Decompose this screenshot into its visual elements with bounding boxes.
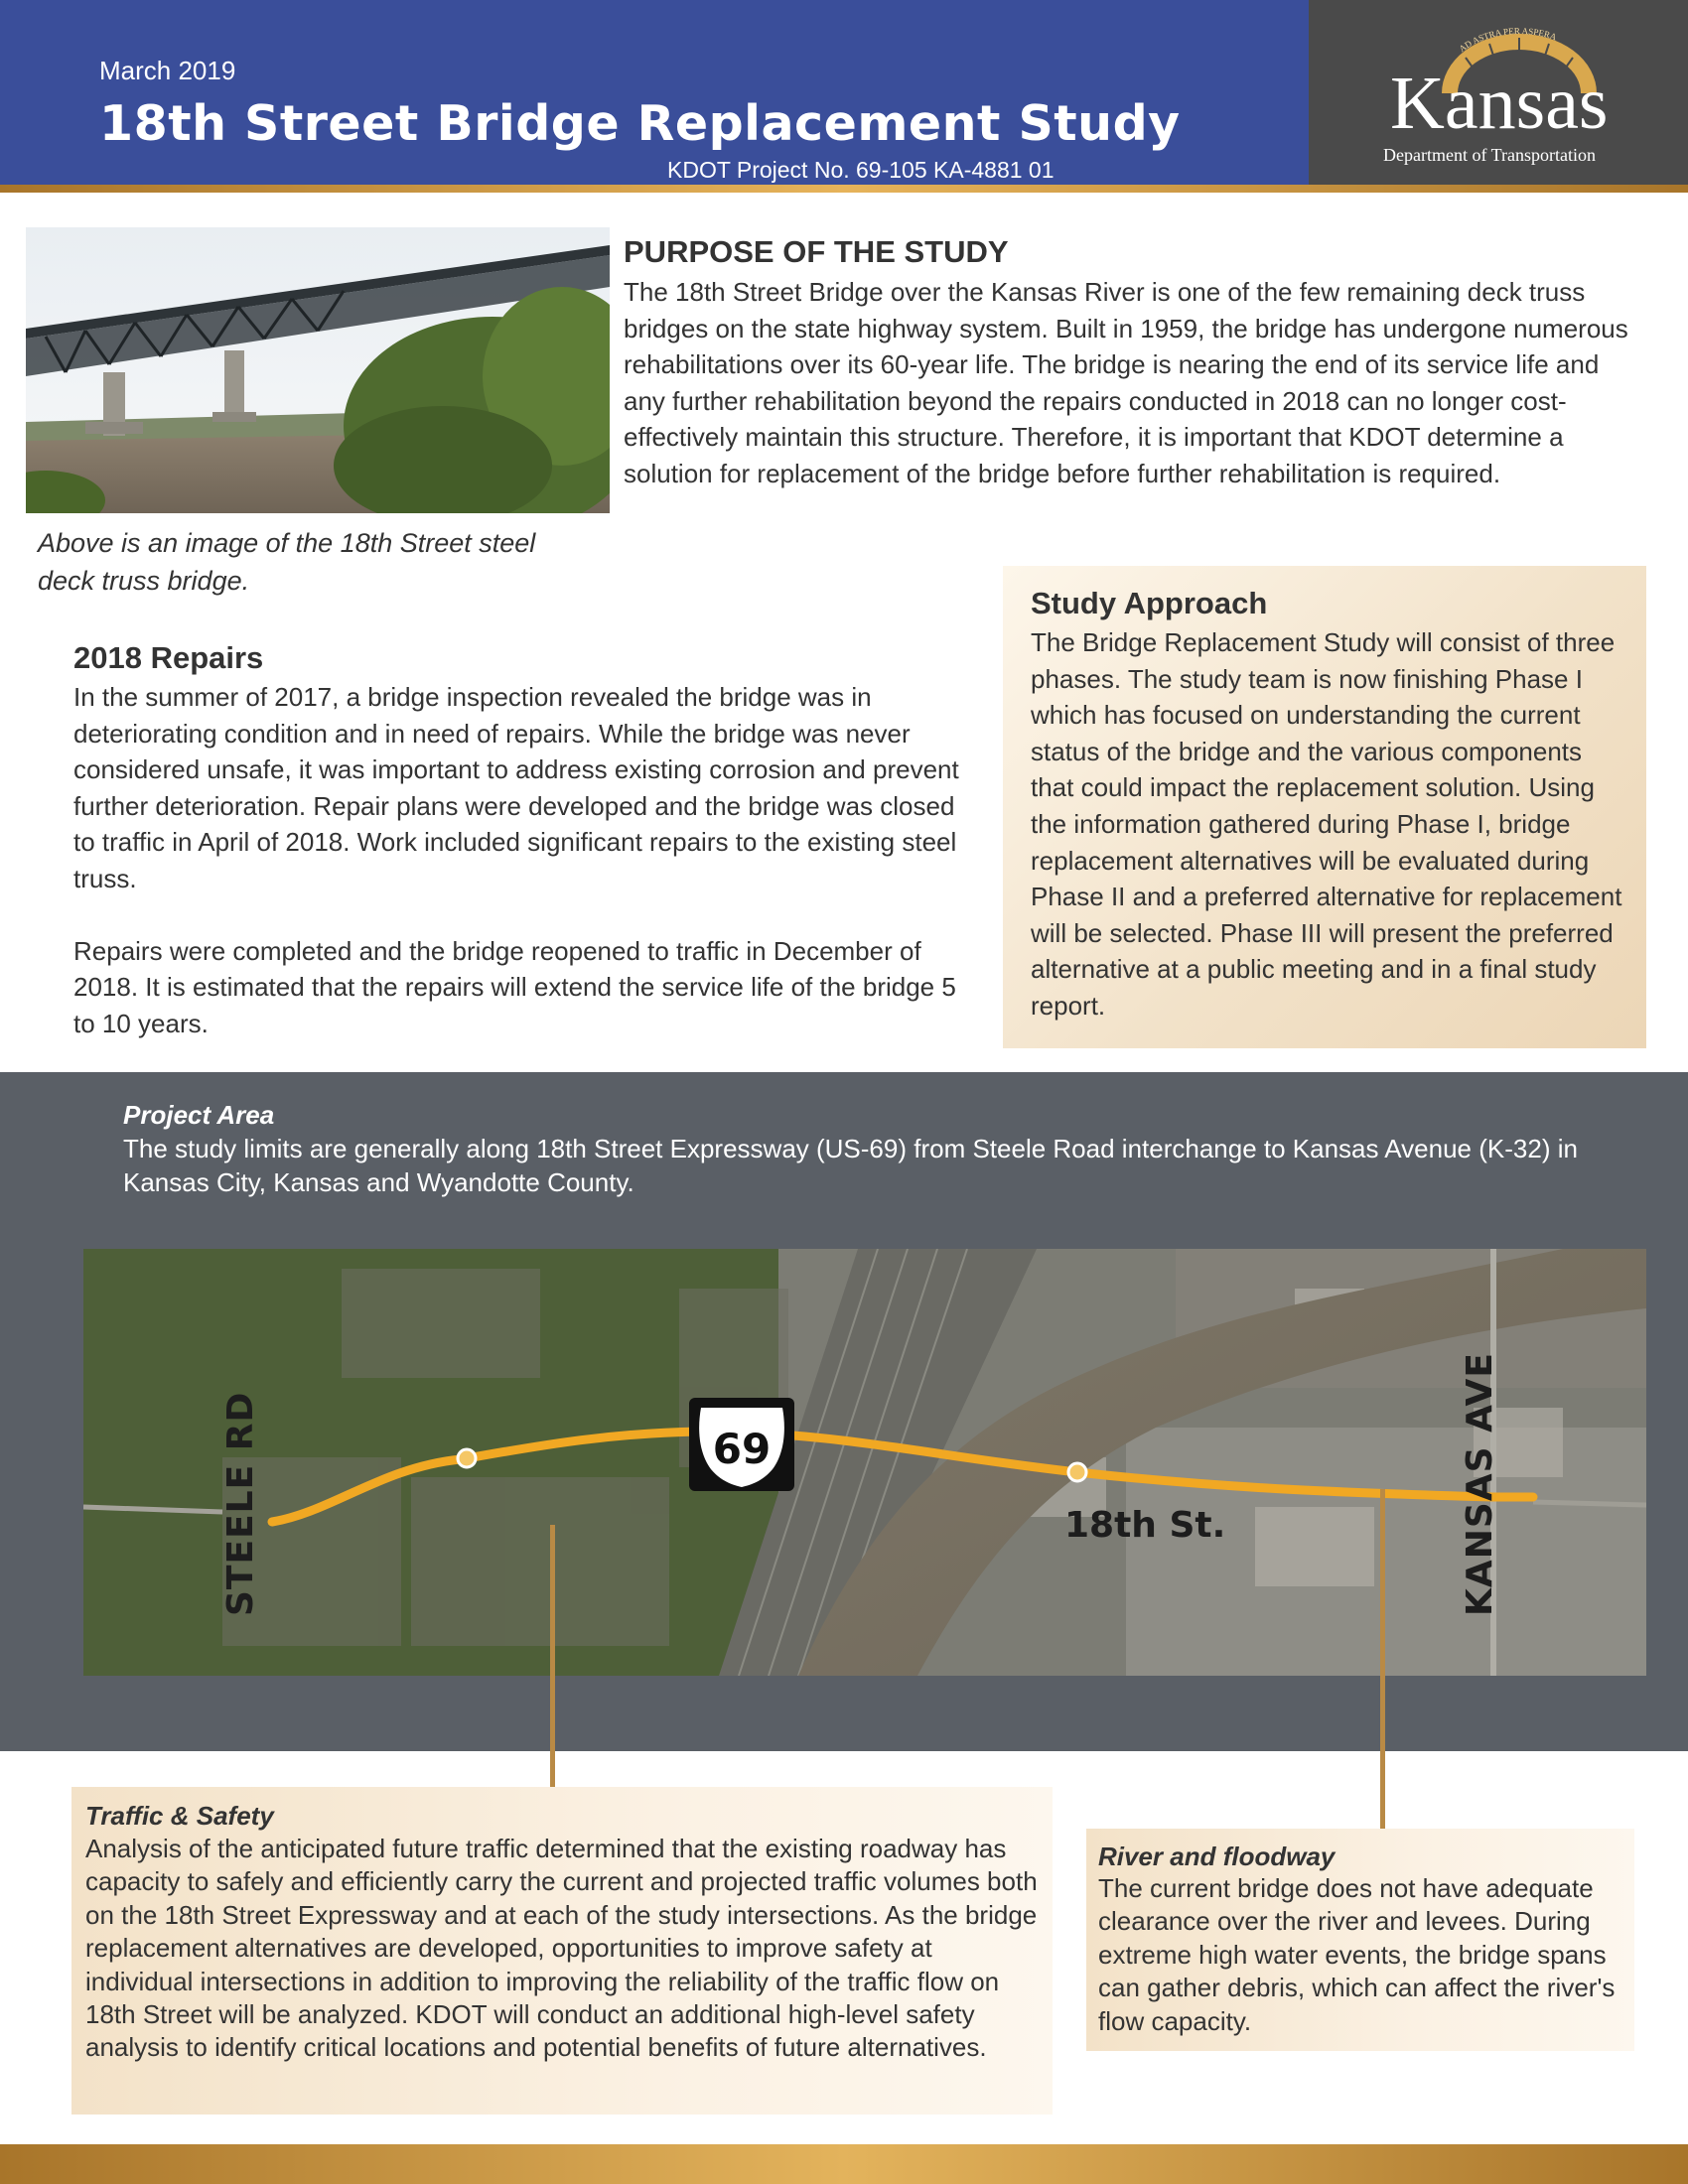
study-approach-text: The Bridge Replacement Study will consist of three phases. The study team is now finishing Phase I which has focused on understanding the current status of the bridge and the various components that could impact the replacement solution. Using the information gathered during Phase I, bridge replacement alternatives will be evaluated during Phase II and a preferred alternative for replacement will be selected. Phase III will present the preferred alternative at a public meeting and in a final study report. xyxy=(1031,627,1622,1021)
project-area-heading: Project Area xyxy=(123,1100,275,1130)
traffic-safety-text: Analysis of the anticipated future traffic determined that the existing roadway has capacity to safely and efficiently carry the current and projected traffic volumes both on the 18th Street Expressway and at each of the study intersections. As the bridge replacement alternatives are developed, opportunities to improve safety at individual intersections in addition to improving the reliability of the traffic flow on 18th Street will be analyzed. KDOT will conduct an additional high-level safety analysis to identify critical locations and potential benefits of future alternatives. xyxy=(85,1834,1038,2063)
kdot-department-name: Department of Transportation xyxy=(1383,145,1596,165)
footer-gold-rule xyxy=(0,2144,1688,2184)
marker-west xyxy=(458,1449,476,1467)
photo-caption: Above is an image of the 18th Street steel deck truss bridge. xyxy=(38,528,536,596)
river-floodway-text: The current bridge does not have adequate clearance over the river and levees. During extreme high water events, the bridge spans can gather debris, which can affect the river's flow capacity. xyxy=(1098,1873,1616,2036)
publication-date: March 2019 xyxy=(99,56,236,85)
us-69-shield-icon xyxy=(689,1398,794,1491)
project-area-text: The study limits are generally along 18th Street Expressway (US-69) from Steele Road interchange to Kansas Avenue (K-32) in Kansas City, Kansas and Wyandotte County. xyxy=(123,1134,1578,1197)
page-title: 18th Street Bridge Replacement Study xyxy=(99,95,1181,152)
kansas-ave-label: KANSAS AVE xyxy=(1460,1351,1500,1616)
header-gold-rule xyxy=(0,185,1688,193)
repairs-text xyxy=(73,679,983,1041)
callout-connector-traffic xyxy=(550,1525,555,1787)
repairs-paragraph-2: Repairs were completed and the bridge reopened to traffic in December of 2018. It is estimated that the repairs will extend the service life of the bridge 5 to 10 years. xyxy=(73,935,956,1038)
steele-rd-label: STEELE RD xyxy=(220,1391,261,1616)
header-banner xyxy=(0,0,1309,185)
river-floodway-heading: River and floodway xyxy=(1098,1842,1336,1871)
purpose-heading: PURPOSE OF THE STUDY xyxy=(624,234,1009,269)
bridge-photo xyxy=(26,227,610,513)
study-approach-heading: Study Approach xyxy=(1031,586,1268,620)
traffic-safety-heading: Traffic & Safety xyxy=(85,1801,274,1831)
repairs-heading: 2018 Repairs xyxy=(73,640,264,675)
callout-connector-river xyxy=(1380,1489,1385,1829)
marker-bridge xyxy=(1068,1463,1086,1481)
logo-motto: AD ASTRA PER ASPERA xyxy=(1457,28,1558,55)
project-number: KDOT Project No. 69-105 KA-4881 01 xyxy=(667,157,1055,183)
kansas-logo-wordmark: Kansas xyxy=(1390,62,1609,145)
purpose-text: The 18th Street Bridge over the Kansas River is one of the few remaining deck truss bridges on the state highway system. Built in 1959, the bridge has undergone numerous rehabilitations over its 60-year life. The bridge is nearing the end of its service life and any further rehabilitation beyond the repairs conducted in 2018 can no longer cost-effectively maintain this structure. Therefore, it is important that KDOT determine a solution for replacement of the bridge before further rehabilitation is required. xyxy=(624,277,1628,488)
18th-st-label: 18th St. xyxy=(1064,1505,1226,1546)
project-area-map xyxy=(83,1249,1646,1676)
svg-text:69: 69 xyxy=(712,1425,772,1473)
repairs-paragraph-1: In the summer of 2017, a bridge inspection revealed the bridge was in deteriorating condition and in need of repairs. While the bridge was never considered unsafe, it was important to address existing corrosion and prevent further deterioration. Repair plans were developed and the bridge was closed to traffic in April of 2018. Work included significant repairs to the existing steel truss. xyxy=(73,682,959,893)
